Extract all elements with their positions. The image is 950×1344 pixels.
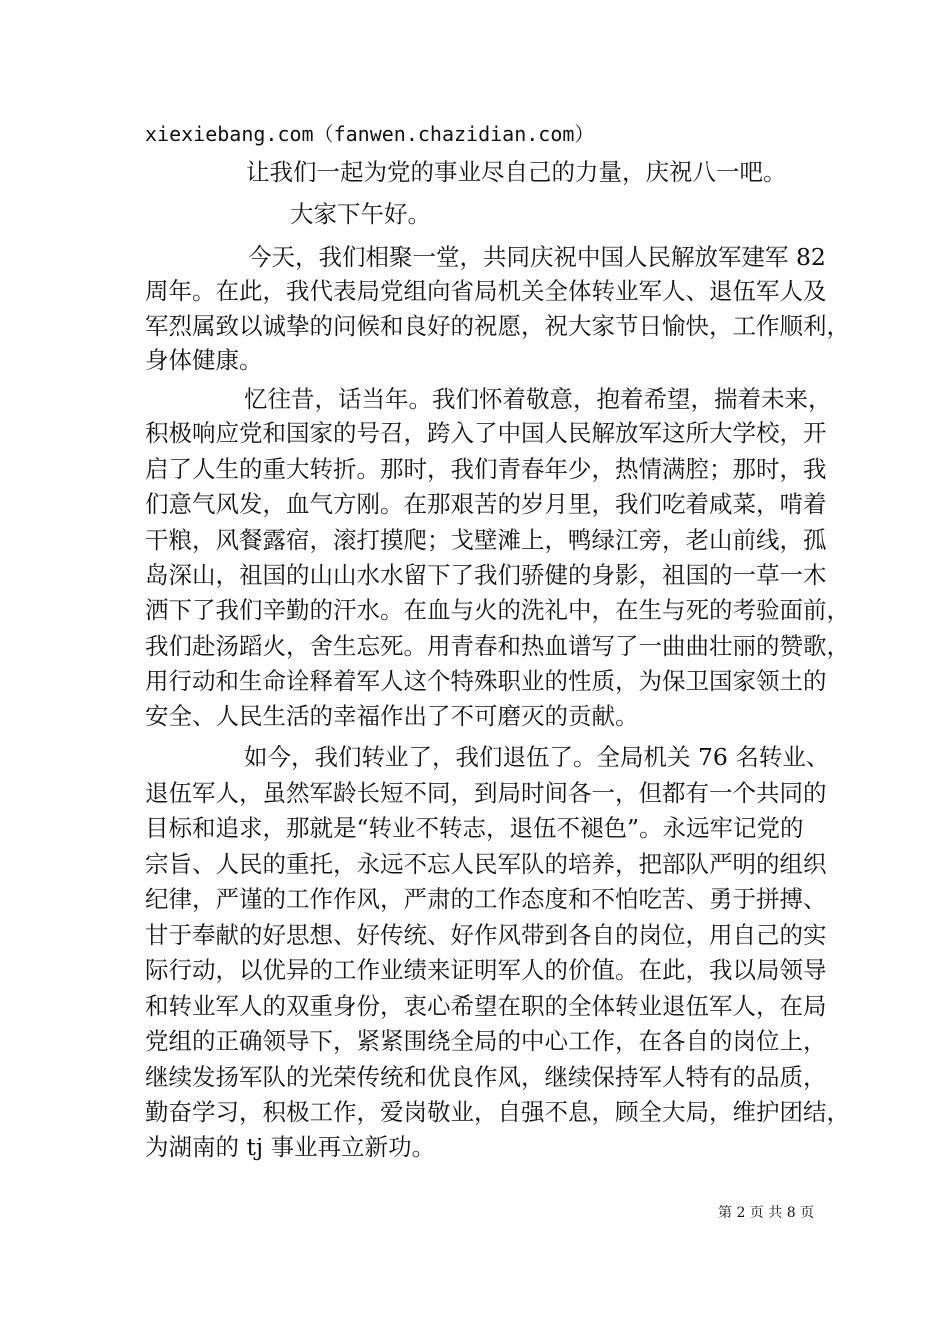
paragraph-3-line-5: 纪律，严谨的工作作风，严肃的工作态度和不怕吃苦、勇于拼搏、 (145, 885, 827, 913)
paragraph-2-line-6: 岛深山，祖国的山山水水留下了我们骄健的身影，祖国的一草一木 (145, 561, 827, 589)
paragraph-1-line-4: 身体健康。 (145, 346, 263, 374)
paragraph-2-line-8: 我们赴汤蹈火，舍生忘死。用青春和热血谱写了一曲曲壮丽的赞歌， (145, 632, 850, 660)
paragraph-2-line-9: 用行动和生命诠释着军人这个特殊职业的性质，为保卫国家领土的 (145, 667, 827, 695)
paragraph-3-line-4: 宗旨、人民的重托，永远不忘人民军队的培养，把部队严明的组织 (145, 850, 827, 878)
paragraph-2-line-4: 们意气风发，血气方刚。在那艰苦的岁月里，我们吃着咸菜，啃着 (145, 490, 827, 518)
paragraph-3-line-11: 勤奋学习，积极工作，爱岗敬业，自强不息，顾全大局，维护团结， (145, 1098, 850, 1126)
paragraph-3-line-3: 目标和追求，那就是“转业不转志，退伍不褪色”。永远牢记党的 (145, 814, 804, 842)
paragraph-2-line-5: 干粮，风餐露宿，滚打摸爬；戈壁滩上，鸭绿江旁，老山前线，孤 (145, 526, 827, 554)
paragraph-3-line-2: 退伍军人，虽然军龄长短不同，到局时间各一，但都有一个共同的 (145, 779, 827, 807)
paragraph-3-line-8: 和转业军人的双重身份，衷心希望在职的全体转业退伍军人，在局 (145, 992, 827, 1020)
source-url-line: xiexiebang.com（fanwen.chazidian.com） (145, 122, 595, 146)
paragraph-3-line-7: 际行动，以优异的工作业绩来证明军人的价值。在此，我以局领导 (145, 956, 827, 984)
paragraph-3-line-6: 甘于奉献的好思想、好传统、好作风带到各自的岗位，用自己的实 (145, 921, 827, 949)
paragraph-3-line-12: 为湖南的 tj 事业再立新功。 (145, 1133, 436, 1161)
paragraph-3-line-9: 党组的正确领导下，紧紧围绕全局的中心工作，在各自的岗位上， (145, 1027, 827, 1055)
page-number-footer: 第 2 页 共 8 页 (718, 1205, 815, 1221)
paragraph-2-line-7: 洒下了我们辛勤的汗水。在血与火的洗礼中，在生与死的考验面前， (145, 596, 850, 624)
paragraph-2-line-1: 忆往昔，话当年。我们怀着敬意，抱着希望，揣着未来， (244, 385, 832, 413)
paragraph-1-line-3: 军烈属致以诚挚的问候和良好的祝愿，祝大家节日愉快，工作顺利， (145, 312, 850, 340)
paragraph-1-line-2: 周年。在此，我代表局党组向省局机关全体转业军人、退伍军人及 (145, 277, 827, 305)
paragraph-3-line-10: 继续发扬军队的光荣传统和优良作风，继续保持军人特有的品质， (145, 1063, 827, 1091)
paragraph-2-line-3: 启了人生的重大转折。那时，我们青春年少，热情满腔；那时，我 (145, 455, 827, 483)
intro-line: 让我们一起为党的事业尽自己的力量，庆祝八一吧。 (246, 158, 787, 186)
paragraph-3-line-1: 如今，我们转业了，我们退伍了。全局机关 76 名转业、 (244, 743, 830, 771)
paragraph-1-line-1: 今天，我们相聚一堂，共同庆祝中国人民解放军建军 82 (248, 243, 826, 271)
paragraph-2-line-10: 安全、人民生活的幸福作出了不可磨灭的贡献。 (145, 702, 639, 730)
paragraph-2-line-2: 积极响应党和国家的号召，跨入了中国人民解放军这所大学校，开 (145, 419, 827, 447)
greeting-line: 大家下午好。 (290, 200, 431, 228)
